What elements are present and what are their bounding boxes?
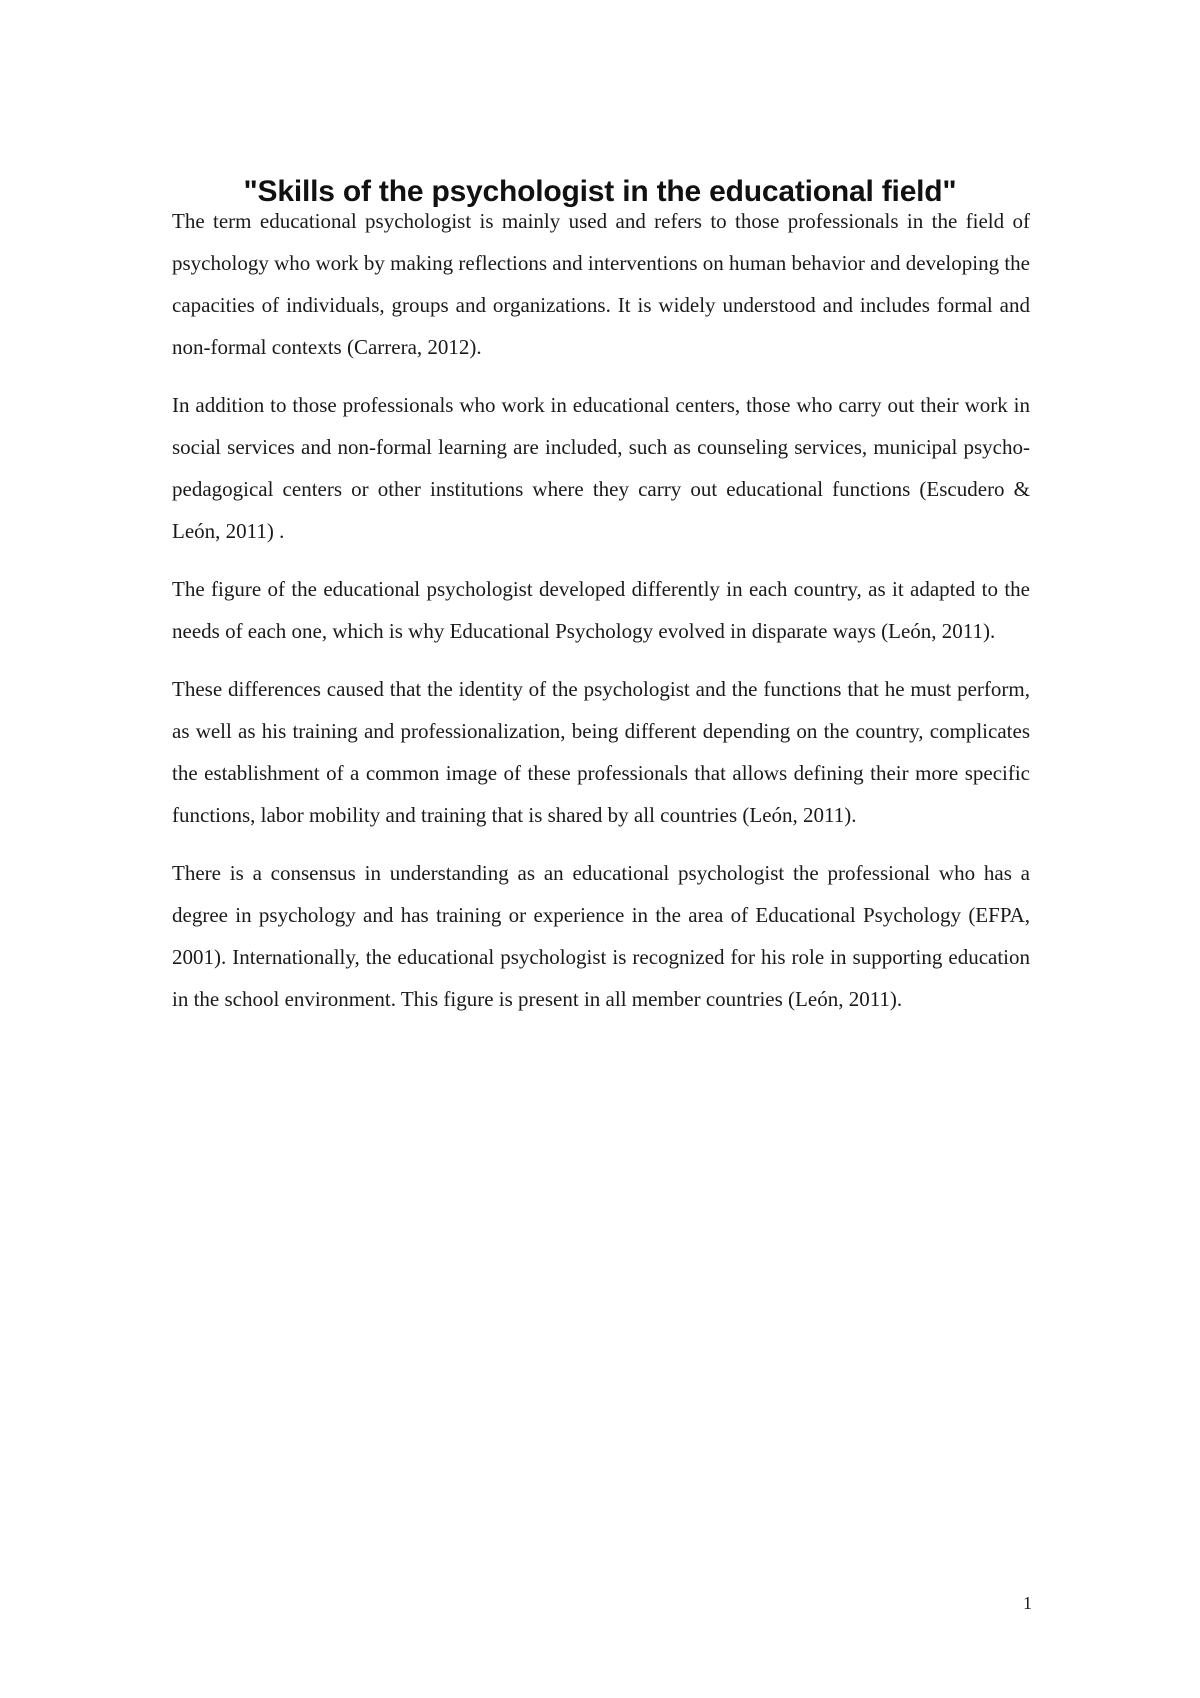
- document-title: "Skills of the psychologist in the educational field": [243, 175, 957, 209]
- paragraph-3: The figure of the educational psychologist developed differently in each country, as it adapted to the needs of each one, which is why Educational Psychology evolved in disparate ways (León, 2011).: [172, 577, 1030, 643]
- paragraph-2: In addition to those professionals who work in educational centers, those who carry out their work in social services and non-formal learning are included, such as counseling services, municipal psycho-pedagogical centers or other institutions where they carry out educational functions (Escudero & León, 2011) .: [172, 393, 1030, 543]
- document-body: [172, 200, 1030, 1036]
- paragraph-5: There is a consensus in understanding as an educational psychologist the professional who has a degree in psychology and has training or experience in the area of Educational Psychology (EFPA, 2001). Internationally, the educational psychologist is recognized for his role in supporting education in the school environment. This figure is present in all member countries (León, 2011).: [172, 861, 1030, 1011]
- page-number: 1: [1023, 1593, 1032, 1613]
- paragraph-4: These differences caused that the identity of the psychologist and the functions that he must perform, as well as his training and professionalization, being different depending on the country, complicates the establishment of a common image of these professionals that allows defining their more specific functions, labor mobility and training that is shared by all countries (León, 2011).: [172, 677, 1030, 827]
- paragraph-1: The term educational psychologist is mainly used and refers to those professionals in the field of psychology who work by making reflections and interventions on human behavior and developing the capacities of individuals, groups and organizations. It is widely understood and includes formal and non-formal contexts (Carrera, 2012).: [172, 209, 1030, 359]
